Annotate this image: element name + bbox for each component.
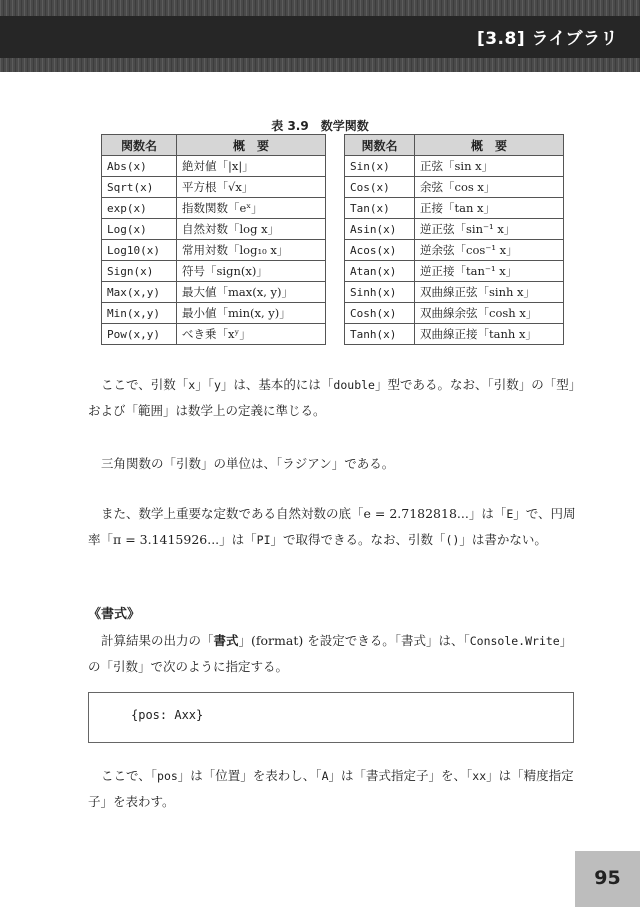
- function-name-cell: Sin(x): [345, 156, 415, 177]
- function-name-cell: Asin(x): [345, 219, 415, 240]
- code-line: {pos: Axx}: [131, 708, 204, 722]
- section-heading-format: 《書式》: [88, 607, 141, 622]
- table-row: [345, 198, 564, 219]
- function-name-cell: Tan(x): [345, 198, 415, 219]
- function-name-cell: Sign(x): [102, 261, 177, 282]
- text-span: 」(format) を設定できる。「書式」は、「: [238, 633, 470, 648]
- table-row: [102, 240, 326, 261]
- column-header-function-name: 関数名: [102, 135, 177, 156]
- inline-code: A: [321, 769, 329, 783]
- text-span: 計算結果の出力の「: [101, 633, 214, 648]
- specifier-paragraph: [88, 763, 576, 814]
- text-span: 」は「書式指定子」を、「: [328, 768, 473, 783]
- function-name-cell: Atan(x): [345, 261, 415, 282]
- table-row: [345, 324, 564, 345]
- text-span: 」「: [195, 377, 214, 392]
- inline-code: E: [506, 507, 514, 521]
- function-summary-cell: 逆正接「tan⁻¹ x」: [415, 261, 564, 282]
- column-header-function-name: 関数名: [345, 135, 415, 156]
- function-summary-cell: 指数関数「eˣ」: [177, 198, 326, 219]
- function-name-cell: Cosh(x): [345, 303, 415, 324]
- table-row: [345, 303, 564, 324]
- code-block: [88, 692, 574, 743]
- table-header-row: [345, 135, 564, 156]
- table-row: [345, 177, 564, 198]
- function-name-cell: Tanh(x): [345, 324, 415, 345]
- arguments-paragraph: [88, 372, 576, 423]
- inline-code: (): [445, 533, 460, 547]
- bold-term: 書式: [213, 633, 239, 648]
- inline-code: y: [213, 378, 221, 392]
- function-name-cell: Sinh(x): [345, 282, 415, 303]
- chapter-header-bar: [0, 0, 640, 72]
- table-row: [102, 303, 326, 324]
- math-functions-table-right: [344, 134, 564, 345]
- table-row: [102, 177, 326, 198]
- inline-code: xx: [472, 769, 487, 783]
- inline-code: pos: [157, 769, 178, 783]
- function-summary-cell: 双曲線正接「tanh x」: [415, 324, 564, 345]
- function-summary-cell: 絶対値「|x|」: [177, 156, 326, 177]
- function-summary-cell: 逆余弦「cos⁻¹ x」: [415, 240, 564, 261]
- column-header-summary: 概 要: [177, 135, 326, 156]
- table-caption: 表 3.9 数学関数: [271, 119, 369, 133]
- function-summary-cell: 双曲線正弦「sinh x」: [415, 282, 564, 303]
- column-header-summary: 概 要: [415, 135, 564, 156]
- function-summary-cell: 常用対数「log₁₀ x」: [177, 240, 326, 261]
- inline-code: Console.Write: [469, 634, 560, 648]
- table-row: [102, 324, 326, 345]
- function-name-cell: Acos(x): [345, 240, 415, 261]
- function-summary-cell: 正弦「sin x」: [415, 156, 564, 177]
- table-row: [345, 219, 564, 240]
- math-functions-table-left: [101, 134, 326, 345]
- table-row: [345, 240, 564, 261]
- format-paragraph: [88, 628, 576, 679]
- table-row: [102, 219, 326, 240]
- text-span: 」は書かない。: [459, 532, 547, 547]
- function-summary-cell: 正接「tan x」: [415, 198, 564, 219]
- function-summary-cell: 平方根「√x」: [177, 177, 326, 198]
- inline-code: double: [333, 378, 375, 392]
- function-name-cell: Sqrt(x): [102, 177, 177, 198]
- text-span: 」は「位置」を表わし、「: [177, 768, 322, 783]
- table-row: [102, 198, 326, 219]
- table-row: [345, 282, 564, 303]
- table-header-row: [102, 135, 326, 156]
- inline-code: PI: [256, 533, 271, 547]
- table-row: [102, 282, 326, 303]
- table-row: [102, 261, 326, 282]
- table-row: [102, 156, 326, 177]
- inline-code: x: [188, 378, 196, 392]
- function-summary-cell: 双曲線余弦「cosh x」: [415, 303, 564, 324]
- table-row: [345, 156, 564, 177]
- function-name-cell: Min(x,y): [102, 303, 177, 324]
- text-span: 」で取得できる。なお、引数「: [270, 532, 446, 547]
- constants-paragraph: [88, 501, 576, 553]
- chapter-title: [3.8] ライブラリ: [476, 29, 618, 49]
- text-span: 」の「引数」で次のように指定する。: [88, 633, 573, 674]
- function-summary-cell: 最大値「max(x, y)」: [177, 282, 326, 303]
- function-summary-cell: 最小値「min(x, y)」: [177, 303, 326, 324]
- function-summary-cell: 余弦「cos x」: [415, 177, 564, 198]
- function-name-cell: Cos(x): [345, 177, 415, 198]
- text-span: 」で、円周率「π = 3.1415926...」は「: [88, 506, 576, 547]
- function-name-cell: exp(x): [102, 198, 177, 219]
- function-name-cell: Pow(x,y): [102, 324, 177, 345]
- function-name-cell: Max(x,y): [102, 282, 177, 303]
- text-span: ここで、引数「: [101, 377, 189, 392]
- page-number-box: [575, 851, 640, 907]
- text-span: また、数学上重要な定数である自然対数の底「e = 2.7182818...」は「: [101, 506, 507, 521]
- text-span: 」型である。なお、「引数」の「型」および「範囲」は数学上の定義に準じる。: [88, 377, 575, 418]
- text-span: 」は、基本的には「: [220, 377, 334, 392]
- function-name-cell: Log(x): [102, 219, 177, 240]
- function-summary-cell: 符号「sign(x)」: [177, 261, 326, 282]
- function-summary-cell: べき乗「xʸ」: [177, 324, 326, 345]
- trig-unit-paragraph: 三角関数の「引数」の単位は、「ラジアン」である。: [101, 456, 395, 471]
- function-name-cell: Abs(x): [102, 156, 177, 177]
- function-summary-cell: 自然対数「log x」: [177, 219, 326, 240]
- text-span: 」は「精度指定子」を表わす。: [88, 768, 574, 809]
- function-summary-cell: 逆正弦「sin⁻¹ x」: [415, 219, 564, 240]
- page-number: 95: [594, 867, 621, 889]
- table-row: [345, 261, 564, 282]
- function-name-cell: Log10(x): [102, 240, 177, 261]
- text-span: ここで、「: [101, 768, 158, 783]
